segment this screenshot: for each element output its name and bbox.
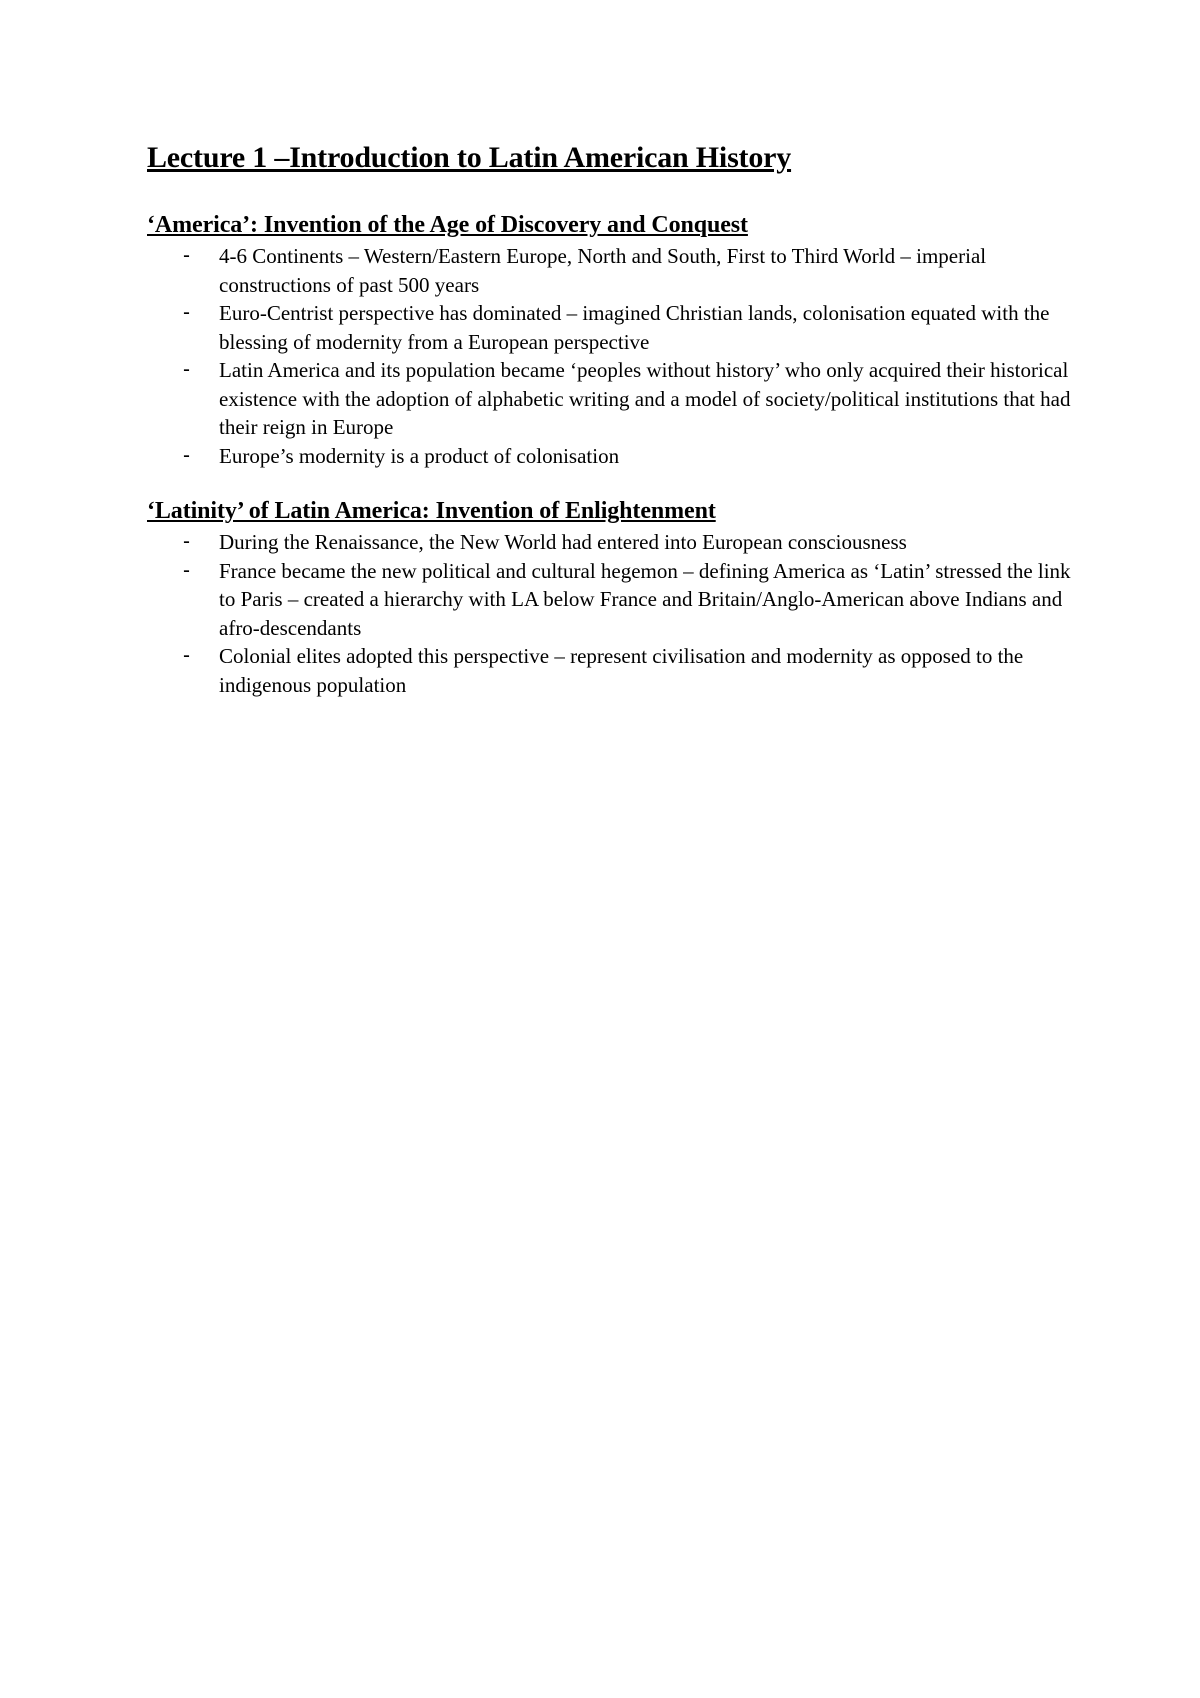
dash-bullet-icon: - [183, 443, 190, 467]
dash-bullet-icon: - [183, 358, 190, 381]
list-item-text: 4-6 Continents – Western/Eastern Europe, North and South, First to Third World – imperial constructions of past 500 years [219, 244, 987, 297]
list-item-text: Latin America and its population became ‘peoples without history’ who only acquired their historical existence with the adoption of alphabetic writing and a model of society/political institutions that had their reign in Europe [219, 358, 1071, 439]
list-item-text: During the Renaissance, the New World had entered into European consciousness [219, 530, 907, 554]
dash-bullet-icon: - [183, 644, 190, 667]
dash-bullet-icon: - [183, 530, 190, 553]
section-america [147, 210, 1087, 470]
list-item [147, 642, 1087, 699]
dash-bullet-icon: - [183, 558, 190, 582]
list-item [147, 356, 1087, 442]
dash-bullet-icon: - [183, 301, 190, 324]
bullet-list [147, 242, 1087, 470]
list-item-text: France became the new political and cultural hegemon – defining America as ‘Latin’ stressed the link to Paris – created a hierarchy with LA below France and Britain/Anglo-American above Indians and afro-descendants [219, 558, 1071, 640]
list-item [147, 242, 1087, 299]
document-title: Lecture 1 –Introduction to Latin American History [147, 141, 792, 174]
section-latinity [147, 496, 1087, 699]
list-item [147, 299, 1087, 356]
bullet-list [147, 528, 1087, 699]
section-heading: ‘Latinity’ of Latin America: Invention of Enlightenment [147, 498, 716, 524]
list-item [147, 557, 1087, 643]
list-item-text: Euro-Centrist perspective has dominated – imagined Christian lands, colonisation equated with the blessing of modernity from a European perspective [219, 301, 1050, 354]
dash-bullet-icon: - [183, 244, 190, 267]
list-item [147, 442, 1087, 471]
document-page [147, 140, 1087, 725]
section-heading: ‘America’: Invention of the Age of Discovery and Conquest [147, 212, 748, 238]
list-item [147, 528, 1087, 557]
list-item-text: Colonial elites adopted this perspective – represent civilisation and modernity as opposed to the indigenous population [219, 644, 1024, 697]
list-item-text: Europe’s modernity is a product of colonisation [219, 443, 620, 468]
